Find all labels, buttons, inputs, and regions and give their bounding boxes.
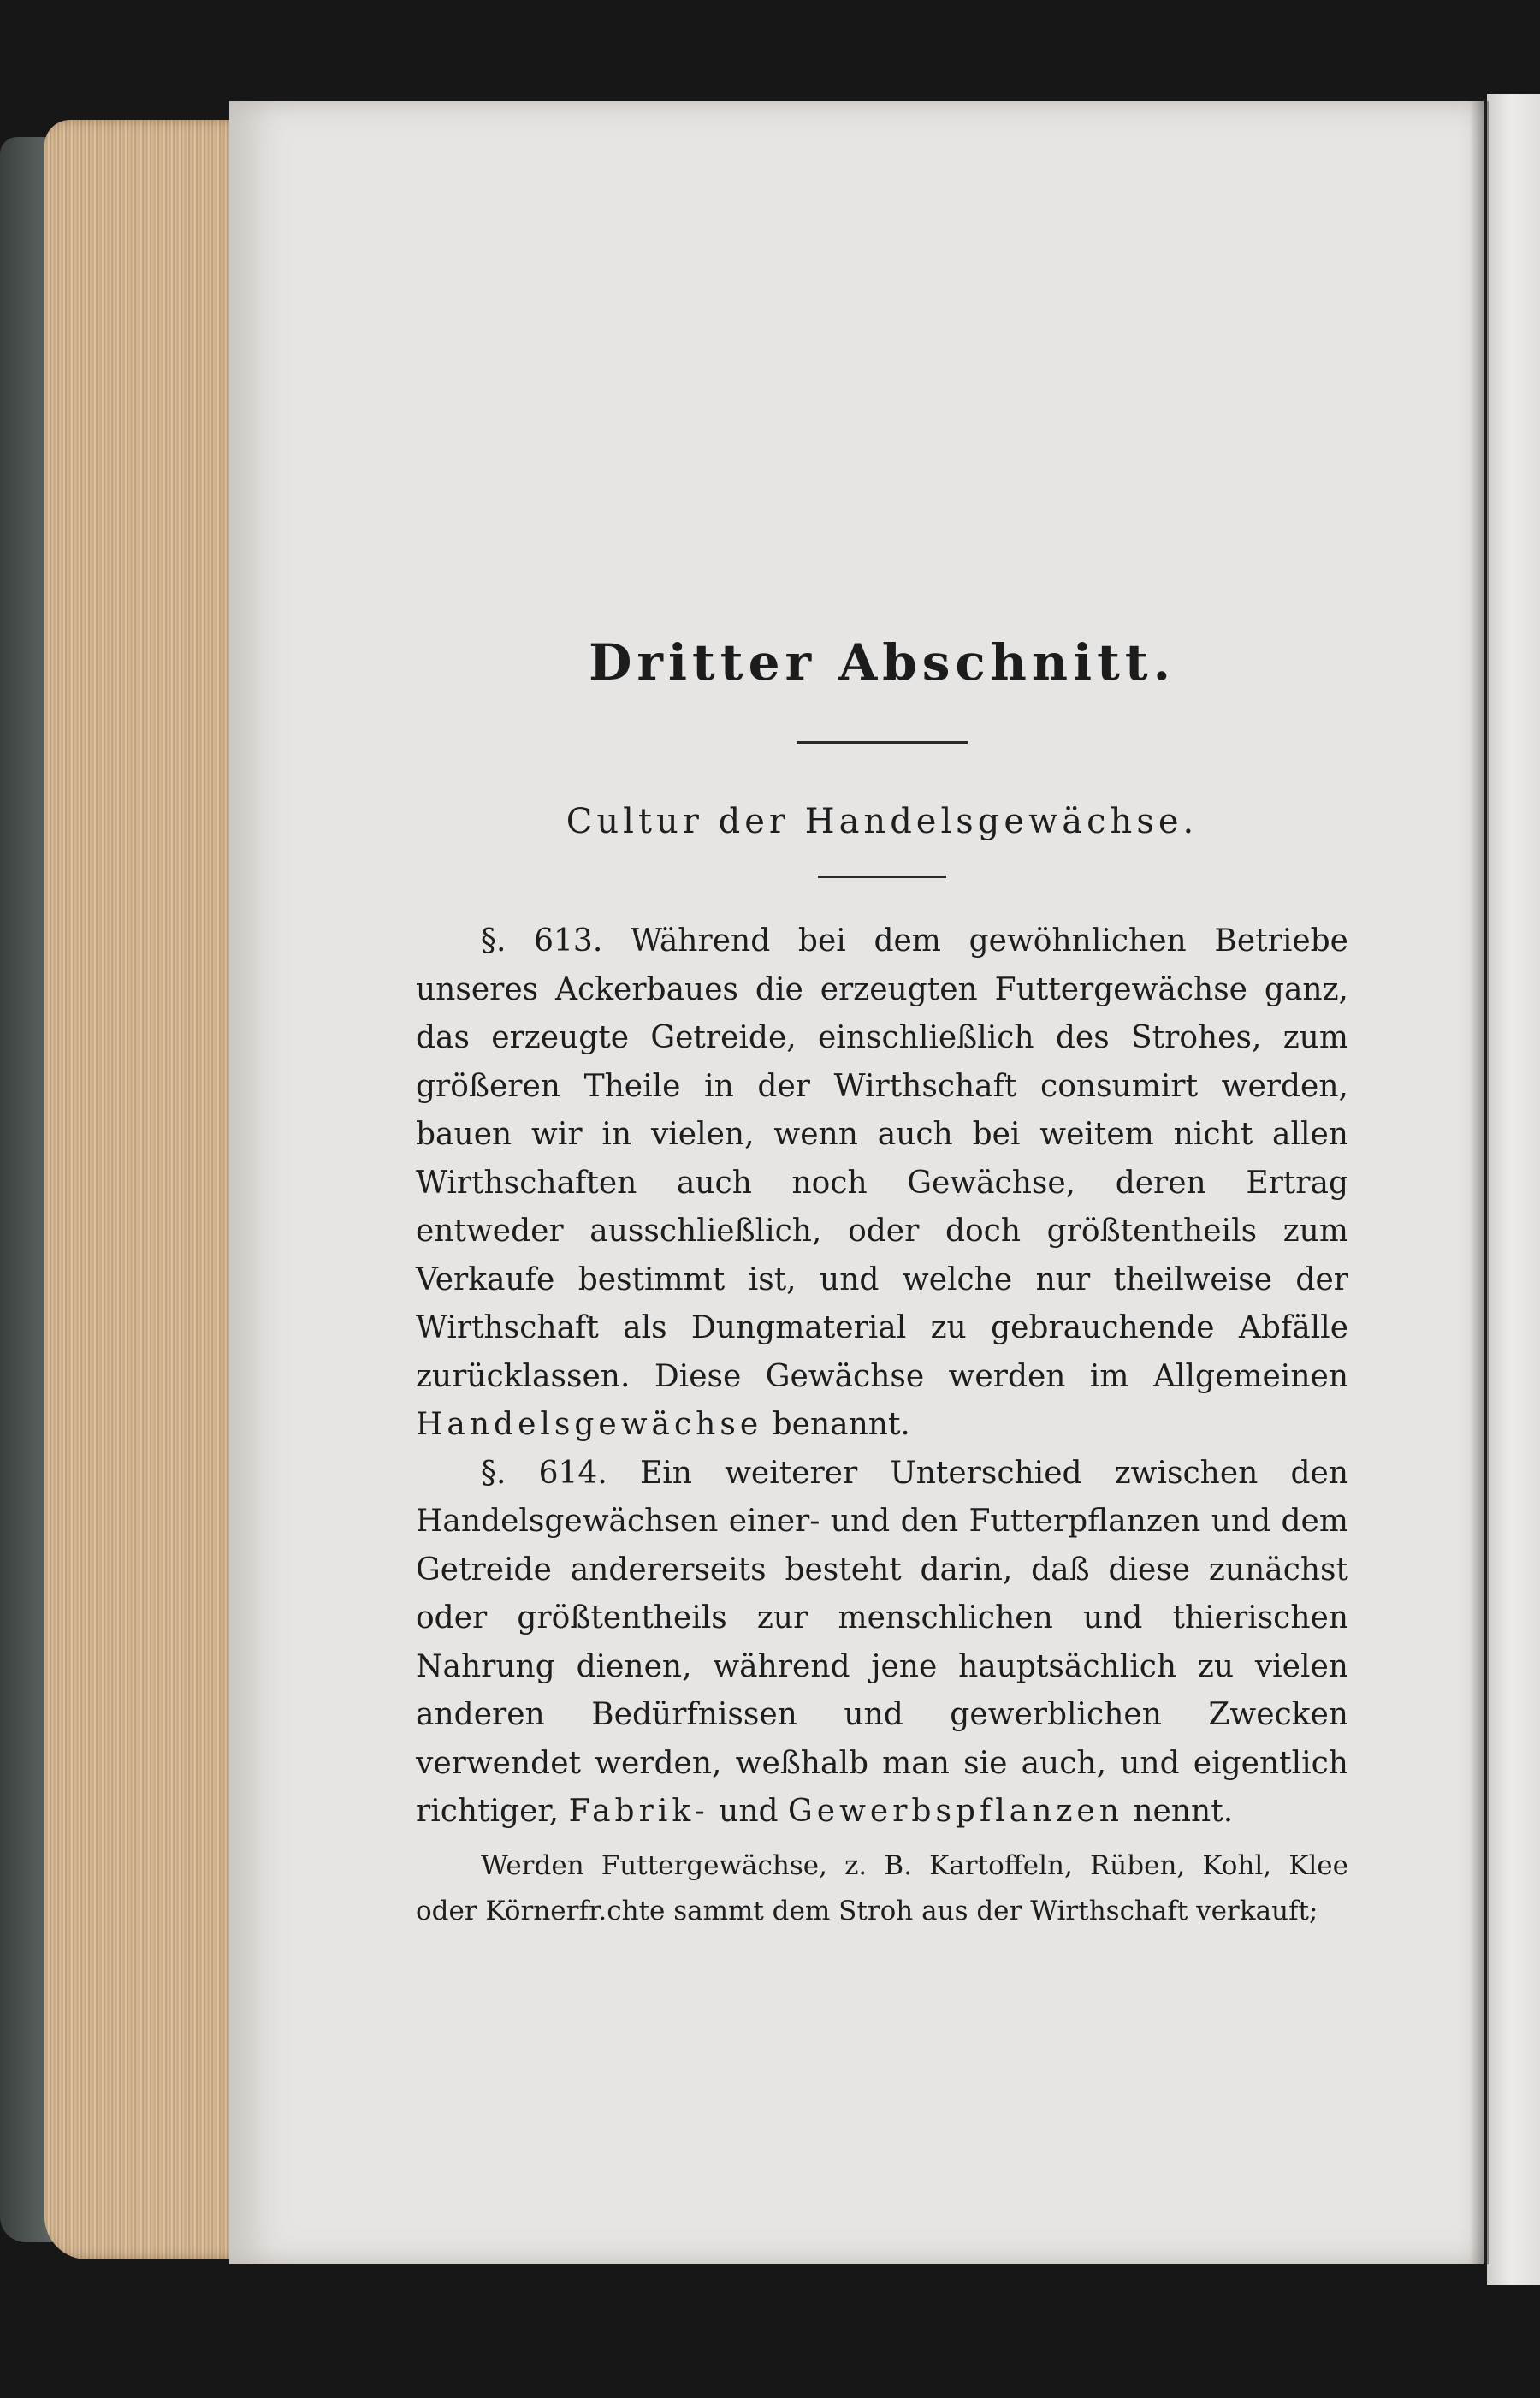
emphasized-term: Gewerbspflanzen [788, 1794, 1123, 1829]
paragraph-number: §. 614. [481, 1455, 607, 1491]
next-page-edge [1487, 94, 1540, 2285]
gutter-shadow [1470, 101, 1489, 2264]
page-edges [44, 120, 240, 2259]
emphasized-term: Fabrik- [568, 1794, 709, 1829]
paragraph-text: benannt. [772, 1407, 910, 1442]
paragraph-text: Ein weiterer Unterschied zwischen den Handelsgewächsen einer- und den Futterpflanzen und dem Getreide andererseits besteht darin, daß diese zunächst oder größtentheils zur menschlichen und thierischen Nahrung dienen, während jene hauptsächlich zu vielen anderen Bedürfnissen und gewerblichen Zwecken verwendet werden, weßhalb man sie auch, und eigentlich richtiger, [416, 1455, 1349, 1829]
page-content [416, 633, 1348, 1934]
paragraph-text: Während bei dem gewöhnlichen Betriebe unseres Ackerbaues die erzeugten Futtergewächse ganz, das erzeugte Getreide, einschließlich des Strohes, zum größeren Theile in der Wirthschaft consumirt werden, bauen wir in vielen, wenn auch bei weitem nicht allen Wirthschaften auch noch Gewächse, deren Ertrag entweder ausschließlich, oder doch größtentheils zum Verkaufe bestimmt ist, und welche nur theilweise der Wirthschaft als Dungmaterial zu gebrauchende Abfälle zurücklassen. Diese Gewächse werden im Allgemeinen [416, 923, 1348, 1394]
paragraph-text: nennt. [1133, 1794, 1234, 1829]
chapter-title: Dritter Abschnitt. [589, 633, 1176, 692]
paragraph-614 [416, 1450, 1348, 1837]
section-rule [818, 876, 946, 878]
section-title: Cultur der Handelsgewächse. [566, 802, 1199, 841]
paragraph-number: §. 613. [481, 923, 603, 959]
paragraph-613 [416, 917, 1348, 1450]
footnote-text [416, 1843, 1348, 1934]
title-rule [797, 741, 968, 744]
paragraph-text: und [719, 1794, 779, 1829]
note-text: Werden Futtergewächse, z. B. Kartoffeln, Rüben, Kohl, Klee oder Körnerfr.chte sammt dem Stroh aus der Wirthschaft verkauft; [416, 1849, 1348, 1926]
emphasized-term: Handelsgewächse [416, 1407, 763, 1442]
